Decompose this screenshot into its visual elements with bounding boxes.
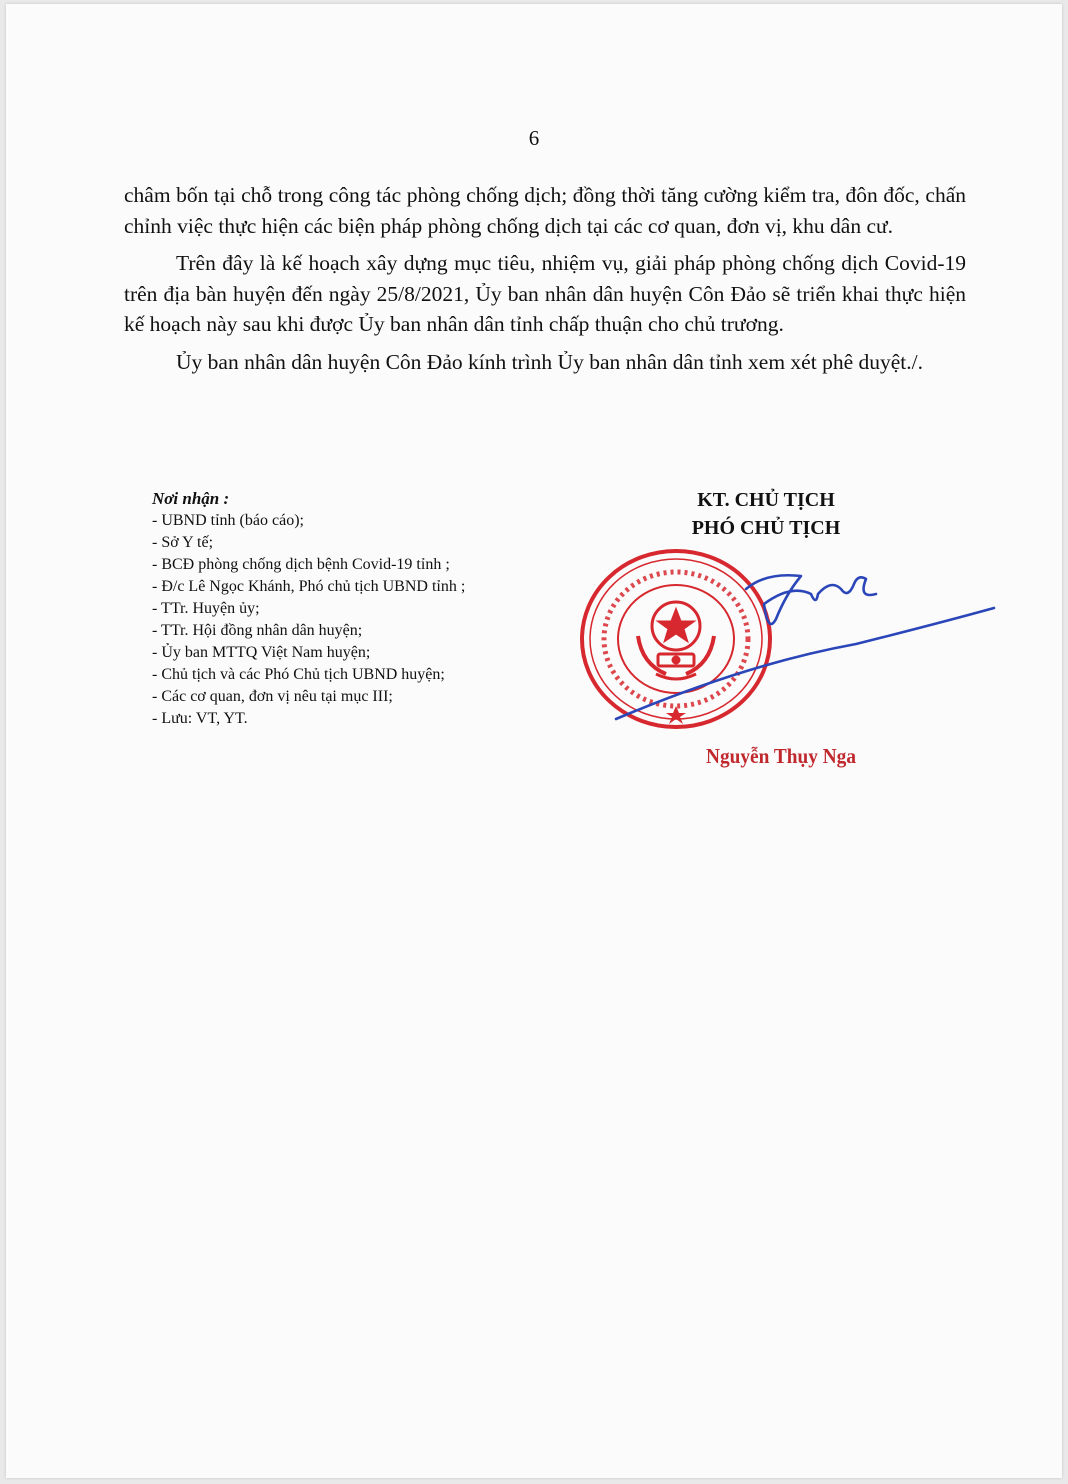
recipients-block [152, 488, 572, 730]
recipient-item: - Đ/c Lê Ngọc Khánh, Phó chủ tịch UBND tỉnh ; [152, 578, 466, 595]
handwritten-signature-icon [596, 564, 1006, 734]
recipient-item: - TTr. Huyện ủy; [152, 600, 260, 617]
document-page [6, 4, 1062, 1478]
signer-name: Nguyễn Thụy Nga [706, 744, 856, 768]
signer-title-line2: PHÓ CHỦ TỊCH [691, 517, 841, 539]
recipient-item: - Các cơ quan, đơn vị nêu tại mục III; [152, 688, 393, 705]
signer-title-line1: KT. CHỦ TỊCH [697, 489, 835, 511]
paragraph-submission: Ủy ban nhân dân huyện Côn Đảo kính trình Ủy ban nhân dân tỉnh xem xét phê duyệt./. [176, 349, 923, 374]
paragraph-plan-summary: Trên đây là kế hoạch xây dựng mục tiêu, nhiệm vụ, giải pháp phòng chống dịch Covid-19 trên địa bàn huyện đến ngày 25/8/2021, Ủy ban nhân dân huyện Côn Đảo sẽ triển khai thực hiện kế hoạch này sau khi được Ủy ban nhân dân tỉnh chấp thuận cho chủ trương. [124, 251, 966, 336]
recipients-heading: Nơi nhận : [152, 489, 230, 508]
recipient-item: - UBND tỉnh (báo cáo); [152, 512, 304, 529]
paragraph-continuation: châm bốn tại chỗ trong công tác phòng chống dịch; đồng thời tăng cường kiểm tra, đôn đốc, chấn chỉnh việc thực hiện các biện pháp phòng chống dịch tại các cơ quan, đơn vị, khu dân cư. [124, 183, 966, 238]
recipients-list [152, 510, 572, 730]
recipient-item: - Chủ tịch và các Phó Chủ tịch UBND huyện; [152, 666, 445, 683]
recipient-item: - Lưu: VT, YT. [152, 710, 248, 727]
recipient-item: - TTr. Hội đồng nhân dân huyện; [152, 622, 363, 639]
recipient-item: - Sở Y tế; [152, 534, 214, 551]
signer-title [626, 486, 906, 542]
recipient-item: - Ủy ban MTTQ Việt Nam huyện; [152, 644, 371, 661]
page-number: 6 [528, 126, 540, 150]
recipient-item: - BCĐ phòng chống dịch bệnh Covid-19 tỉnh ; [152, 556, 450, 573]
body-text [124, 180, 966, 384]
